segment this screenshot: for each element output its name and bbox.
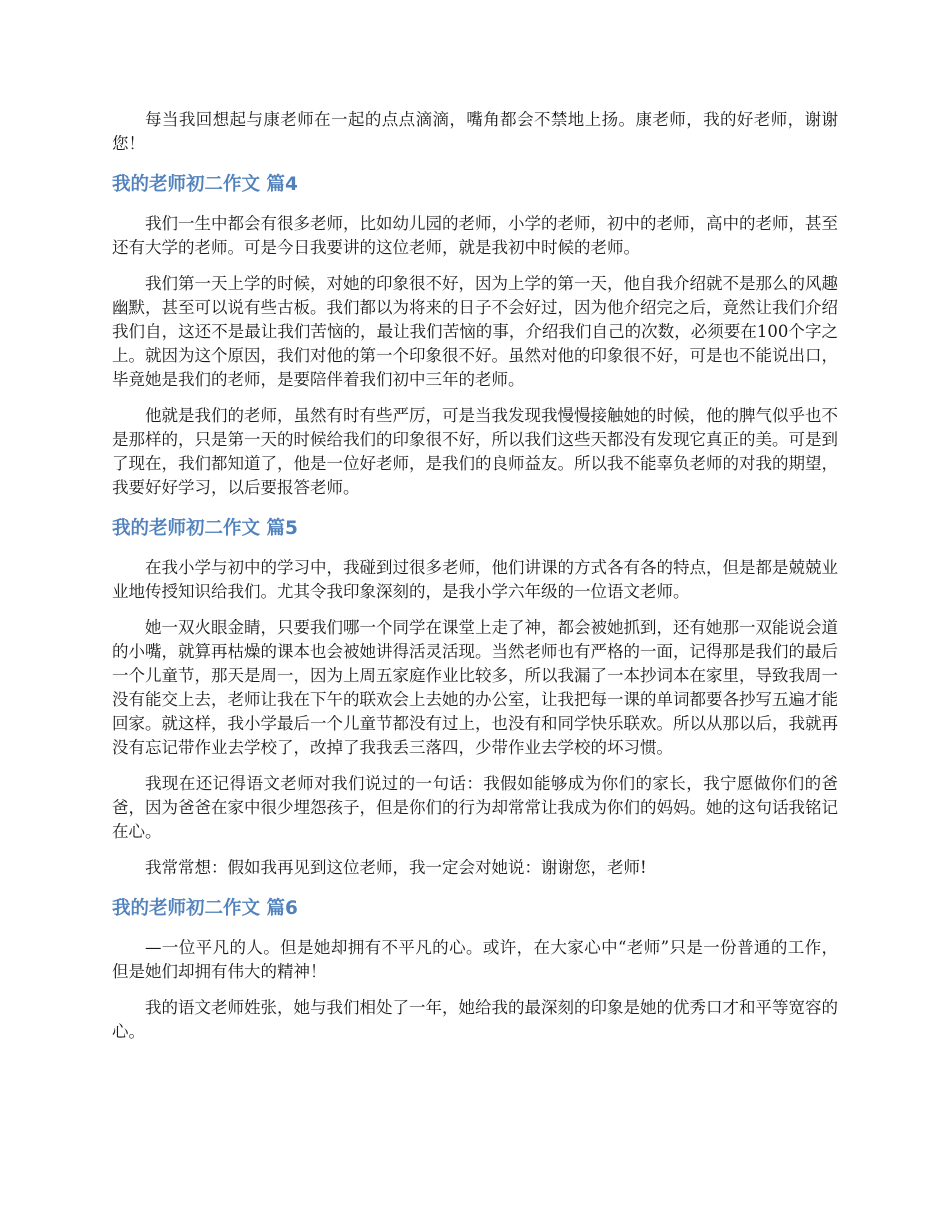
paragraph: 每当我回想起与康老师在一起的点点滴滴，嘴角都会不禁地上扬。康老师，我的好老师，谢谢您！ — [112, 110, 838, 153]
paragraph: 我们第一天上学的时候，对她的印象很不好，因为上学的第一天，他自我介绍就不是那么的风趣幽默，甚至可以说有些古板。我们都以为将来的日子不会好过，因为他介绍完之后，竟然让我们介绍我们自，这还不是最让我们苦恼的，最让我们苦恼的事，介绍我们自己的次数，必须要在100个字之上。就因为这个原因，我们对他的第一个印象很不好。虽然对他的印象很不好，可是也不能说出口，毕竟她是我们的老师，是要陪伴着我们初中三年的老师。 — [112, 274, 838, 389]
paragraph: 我的语文老师姓张，她与我们相处了一年，她给我的最深刻的印象是她的优秀口才和平等宽容的心。 — [112, 998, 838, 1041]
section-heading: 我的老师初二作文 篇4 — [112, 174, 298, 195]
paragraph: 我常常想：假如我再见到这位老师，我一定会对她说：谢谢您，老师! — [145, 858, 647, 877]
paragraph: —一位平凡的人。但是她却拥有不平凡的心。或许，在大家心中“老师”只是一份普通的工作，但是她们却拥有伟大的精神！ — [112, 938, 838, 981]
paragraph: 她一双火眼金睛，只要我们哪一个同学在课堂上走了神，都会被她抓到，还有她那一双能说会道的小嘴，就算再枯燥的课本也会被她讲得活灵活现。当然老师也有严格的一面，记得那是我们的最后一个儿童节，那天是周一，因为上周五家庭作业比较多，所以我漏了一本抄词本在家里，导致我周一没有能交上去，老师让我在下午的联欢会上去她的办公室，让我把每一课的单词都要各抄写五遍才能回家。就这样，我小学最后一个儿童节都没有过上，也没有和同学快乐联欢。所以从那以后，我就再没有忘记带作业去学校了，改掉了我我丢三落四，少带作业去学校的坏习惯。 — [112, 618, 838, 757]
paragraph: 我们一生中都会有很多老师，比如幼儿园的老师，小学的老师，初中的老师，高中的老师，甚至还有大学的老师。可是今日我要讲的这位老师，就是我初中时候的老师。 — [112, 214, 838, 257]
paragraph: 我现在还记得语文老师对我们说过的一句话：我假如能够成为你们的家长，我宁愿做你们的爸爸，因为爸爸在家中很少埋怨孩子，但是你们的行为却常常让我成为你们的妈妈。她的这句话我铭记在心。 — [112, 774, 838, 841]
section-heading: 我的老师初二作文 篇6 — [112, 898, 298, 919]
paragraph: 他就是我们的老师，虽然有时有些严厉，可是当我发现我慢慢接触她的时候，他的脾气似乎也不是那样的，只是第一天的时候给我们的印象很不好，所以我们这些天都没有发现它真正的美。可是到了现在，我们都知道了，他是一位好老师，是我们的良师益友。所以我不能辜负老师的对我的期望，我要好好学习，以后要报答老师。 — [112, 406, 838, 497]
section-heading: 我的老师初二作文 篇5 — [112, 518, 298, 539]
paragraph: 在我小学与初中的学习中，我碰到过很多老师，他们讲课的方式各有各的特点，但是都是兢兢业业地传授知识给我们。尤其令我印象深刻的，是我小学六年级的一位语文老师。 — [112, 558, 838, 601]
